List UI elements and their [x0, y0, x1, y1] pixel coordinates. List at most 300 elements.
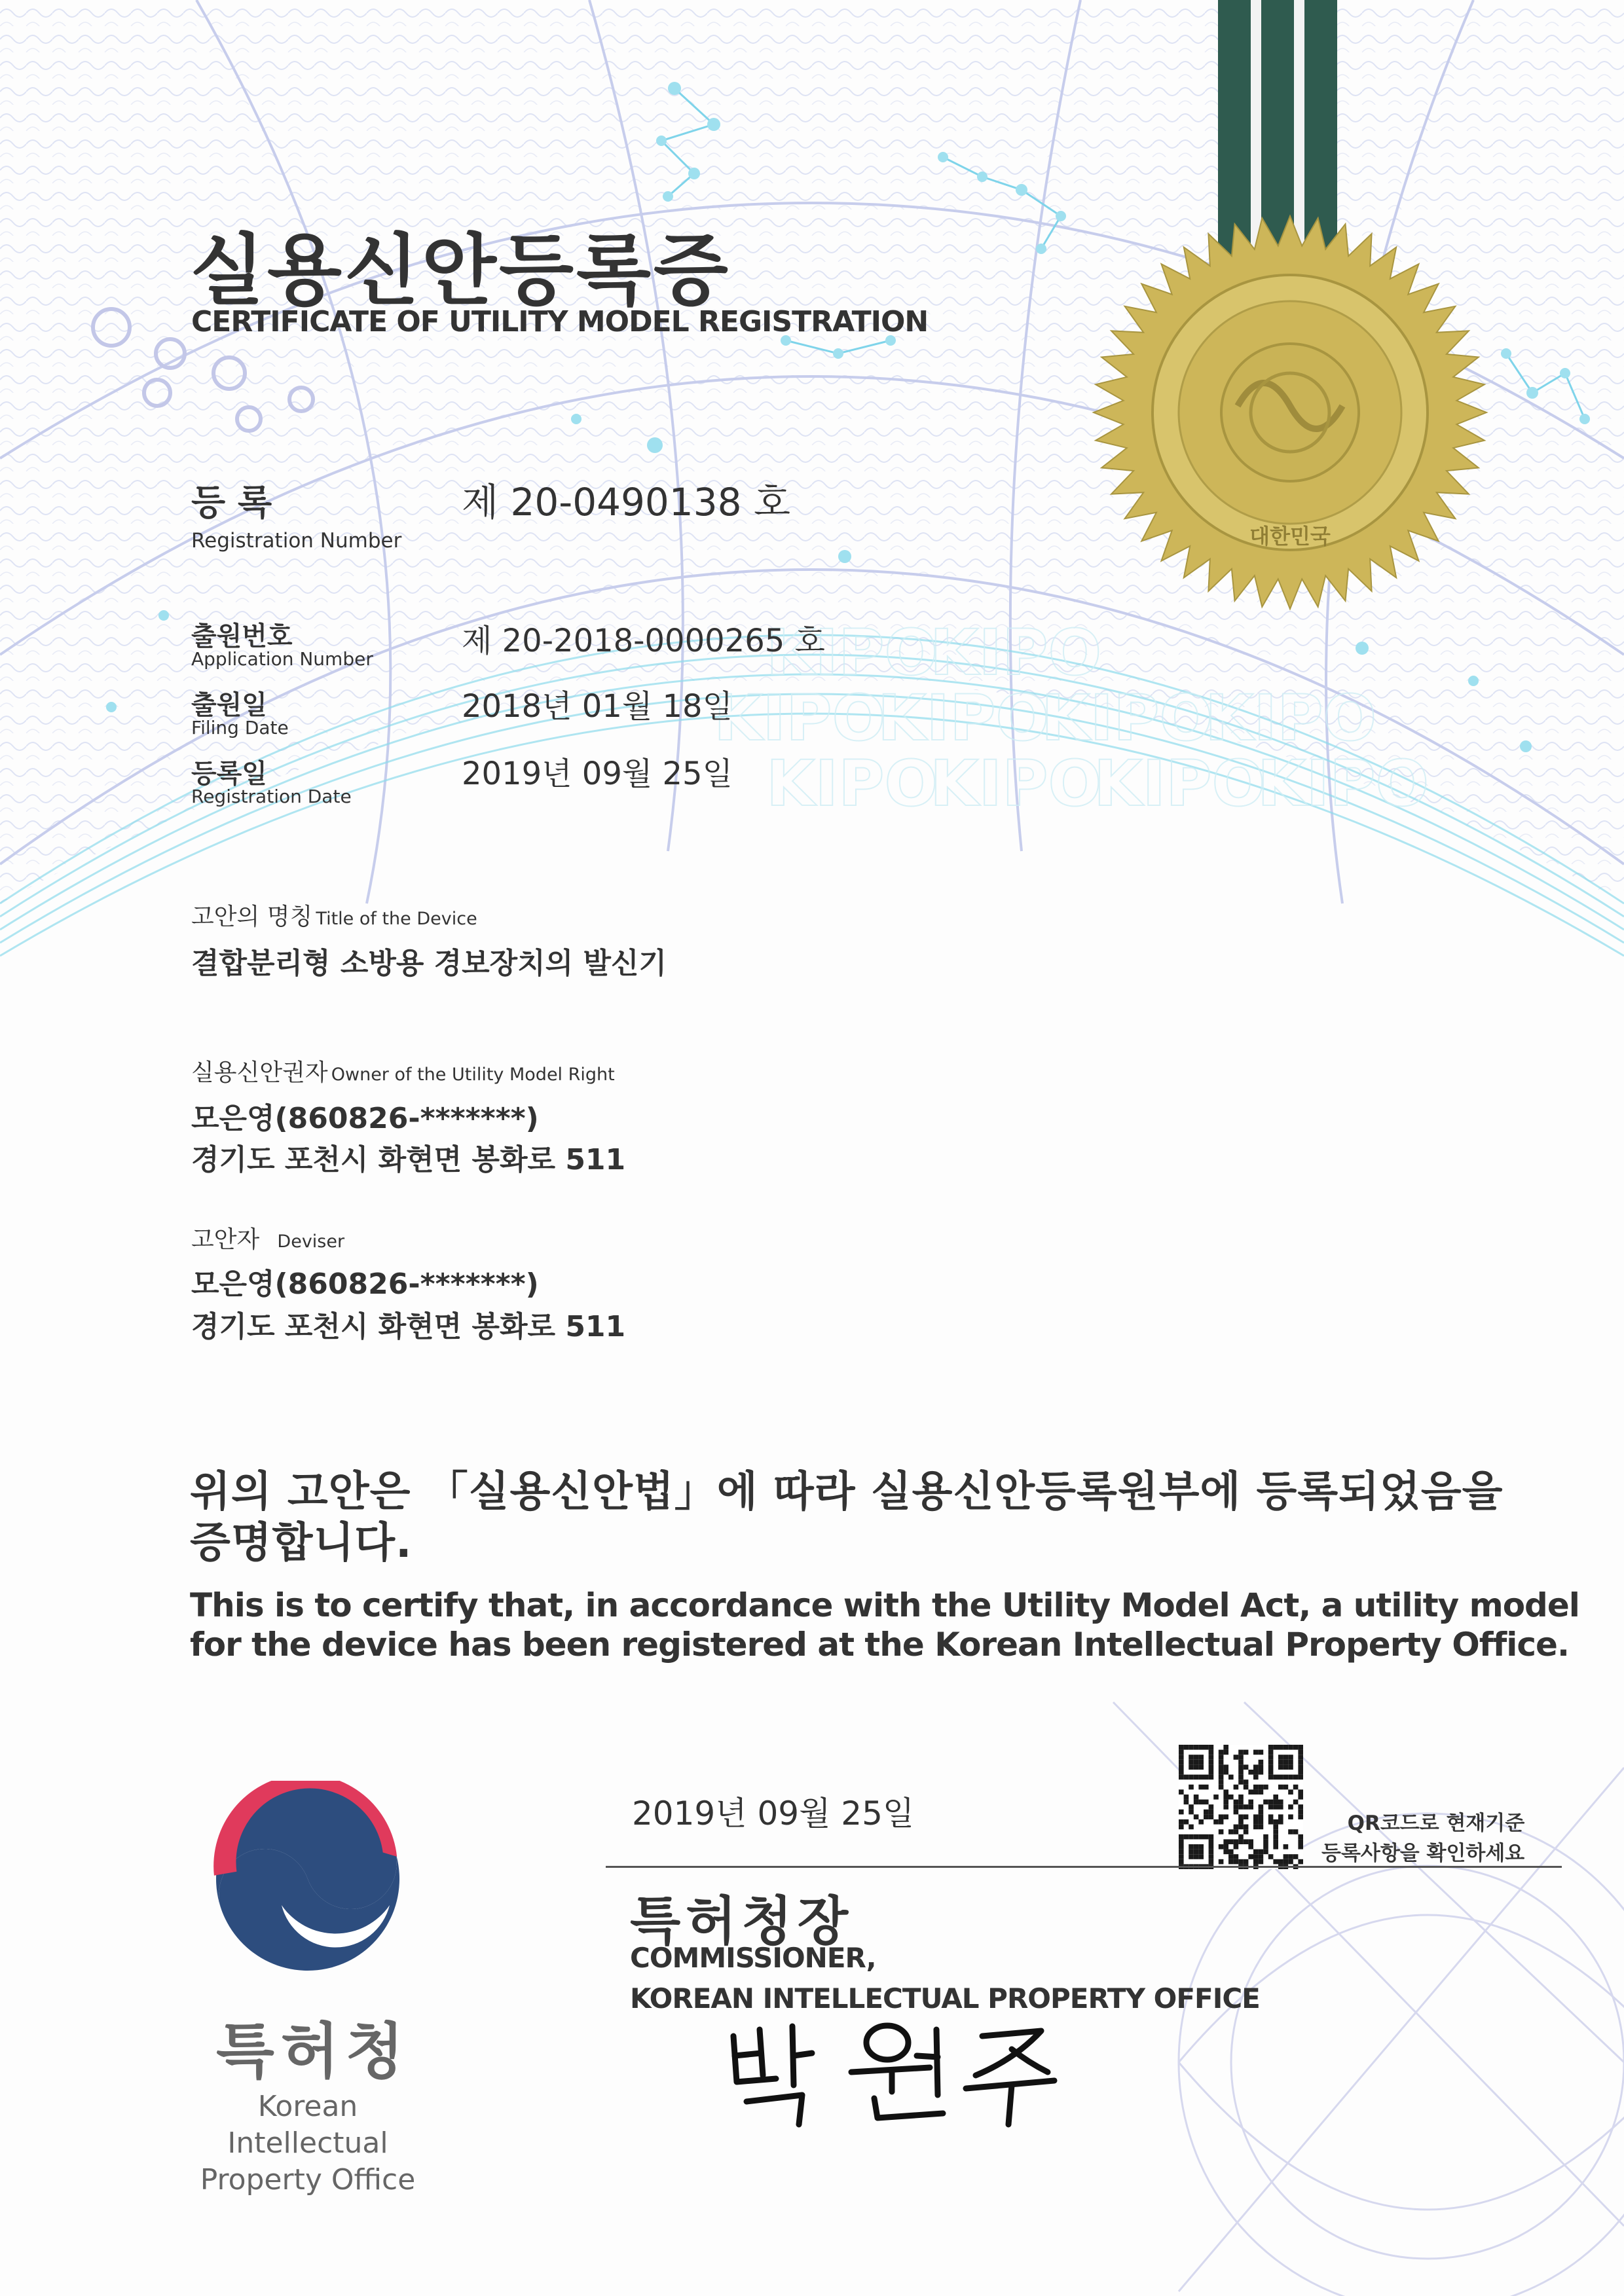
- qr-module: [1298, 1844, 1303, 1850]
- qr-module: [1293, 1800, 1299, 1805]
- qr-module: [1253, 1859, 1259, 1865]
- qr-module: [1244, 1814, 1249, 1819]
- qr-module: [1179, 1775, 1184, 1780]
- device-label: [191, 898, 477, 932]
- qr-module: [1278, 1755, 1283, 1760]
- qr-module: [1198, 1775, 1204, 1780]
- deviser-address: 경기도 포천시 화현면 봉화로 511: [191, 1310, 626, 1343]
- qr-module: [1179, 1854, 1184, 1859]
- qr-module: [1283, 1755, 1289, 1760]
- deviser-label: [191, 1221, 344, 1254]
- qr-module: [1263, 1834, 1268, 1840]
- qr-module: [1244, 1764, 1249, 1770]
- qr-module: [1179, 1825, 1184, 1830]
- qr-module: [1298, 1789, 1303, 1795]
- qr-module: [1238, 1755, 1244, 1760]
- qr-module: [1253, 1764, 1259, 1770]
- qr-module: [1273, 1834, 1278, 1840]
- qr-module: [1219, 1775, 1224, 1780]
- watermark-text: KIPO: [766, 747, 938, 820]
- qr-module: [1219, 1750, 1224, 1755]
- commissioner-en-line1: COMMISSIONER,: [630, 1942, 876, 1974]
- qr-module: [1223, 1839, 1228, 1844]
- qr-module: [1209, 1844, 1214, 1850]
- qr-module: [1198, 1850, 1204, 1855]
- qr-module: [1194, 1760, 1199, 1765]
- qr-module: [1194, 1764, 1199, 1770]
- qr-module: [1259, 1785, 1264, 1790]
- qr-module: [1234, 1859, 1239, 1865]
- filing-date-label-en: Filing Date: [191, 717, 289, 738]
- qr-module: [1209, 1814, 1214, 1819]
- qr-module: [1194, 1844, 1199, 1850]
- qr-module: [1259, 1804, 1264, 1810]
- qr-module: [1273, 1795, 1278, 1800]
- qr-module: [1259, 1825, 1264, 1830]
- kipo-taegeuk-logo-icon: [210, 1781, 406, 1977]
- qr-module: [1238, 1800, 1244, 1805]
- qr-module: [1298, 1810, 1303, 1815]
- qr-module: [1179, 1819, 1184, 1825]
- qr-module: [1293, 1829, 1299, 1834]
- qr-module: [1209, 1859, 1214, 1865]
- qr-module: [1288, 1760, 1293, 1765]
- qr-module: [1179, 1745, 1184, 1750]
- registration-number: 제 20-0490138 호: [462, 480, 790, 524]
- qr-module: [1288, 1859, 1293, 1865]
- qr-module: [1223, 1750, 1228, 1755]
- qr-module: [1184, 1834, 1189, 1840]
- qr-module: [1204, 1745, 1209, 1750]
- qr-module: [1184, 1745, 1189, 1750]
- qr-module: [1189, 1785, 1194, 1790]
- qr-module: [1298, 1814, 1303, 1819]
- qr-module: [1209, 1750, 1214, 1755]
- qr-module: [1198, 1844, 1204, 1850]
- qr-module: [1238, 1825, 1244, 1830]
- qr-module: [1278, 1804, 1283, 1810]
- qr-module: [1298, 1770, 1303, 1775]
- qr-module: [1223, 1844, 1228, 1850]
- qr-module: [1194, 1745, 1199, 1750]
- qr-module: [1244, 1839, 1249, 1844]
- watermark-text: KIPO: [1094, 747, 1266, 820]
- qr-module: [1189, 1850, 1194, 1855]
- qr-module: [1248, 1854, 1253, 1859]
- qr-module: [1198, 1785, 1204, 1790]
- qr-module: [1179, 1850, 1184, 1855]
- gold-seal-icon: [1087, 210, 1493, 615]
- qr-module: [1223, 1770, 1228, 1775]
- qr-module: [1194, 1755, 1199, 1760]
- qr-module: [1278, 1800, 1283, 1805]
- qr-module: [1198, 1854, 1204, 1859]
- qr-module: [1219, 1819, 1224, 1825]
- qr-module: [1273, 1800, 1278, 1805]
- qr-module: [1204, 1785, 1209, 1790]
- qr-module: [1179, 1750, 1184, 1755]
- qr-module: [1248, 1839, 1253, 1844]
- qr-note-line2: 등록사항을 확인하세요: [1321, 1842, 1525, 1865]
- qr-module: [1179, 1859, 1184, 1865]
- certification-en-line1: This is to certify that, in accordance with the Utility Model Act, a utility model: [190, 1586, 1579, 1624]
- certification-ko-line2: 증명합니다.: [190, 1519, 413, 1567]
- kipo-name-ko: 특허청: [216, 2016, 411, 2086]
- qr-module: [1268, 1755, 1274, 1760]
- certification-ko-line1: 위의 고안은 「실용신안법」에 따라 실용신안등록원부에 등록되었음을: [190, 1468, 1504, 1516]
- qr-module: [1298, 1804, 1303, 1810]
- qr-module: [1263, 1850, 1268, 1855]
- owner-name: 모은영(860826-*******): [191, 1102, 539, 1135]
- qr-module: [1273, 1775, 1278, 1780]
- registration-label-ko: 등 록: [191, 482, 272, 523]
- qr-module: [1253, 1854, 1259, 1859]
- qr-module: [1234, 1810, 1239, 1815]
- qr-module: [1179, 1810, 1184, 1815]
- qr-module: [1259, 1859, 1264, 1865]
- qr-module: [1228, 1854, 1234, 1859]
- qr-module: [1184, 1775, 1189, 1780]
- qr-module: [1189, 1834, 1194, 1840]
- qr-module: [1223, 1850, 1228, 1855]
- qr-module: [1189, 1804, 1194, 1810]
- qr-module: [1253, 1775, 1259, 1780]
- qr-module: [1293, 1854, 1299, 1859]
- qr-module: [1259, 1810, 1264, 1815]
- qr-module: [1248, 1844, 1253, 1850]
- qr-module: [1238, 1770, 1244, 1775]
- qr-module: [1189, 1810, 1194, 1815]
- qr-module: [1263, 1844, 1268, 1850]
- qr-module: [1209, 1850, 1214, 1855]
- qr-module: [1204, 1800, 1209, 1805]
- device-title: 결합분리형 소방용 경보장치의 발신기: [191, 947, 667, 980]
- watermark-text: KIPO: [1257, 747, 1430, 820]
- qr-note: [1321, 1808, 1524, 1868]
- qr-module: [1298, 1775, 1303, 1780]
- qr-module: [1189, 1854, 1194, 1859]
- qr-module: [1283, 1760, 1289, 1765]
- seal-inscription: 대한민국: [1249, 524, 1331, 549]
- qr-module: [1273, 1839, 1278, 1844]
- deviser-name: 모은영(860826-*******): [191, 1267, 539, 1301]
- qr-module: [1209, 1810, 1214, 1815]
- qr-module: [1219, 1770, 1224, 1775]
- qr-module: [1219, 1844, 1224, 1850]
- qr-module: [1209, 1770, 1214, 1775]
- qr-module: [1238, 1834, 1244, 1840]
- qr-module: [1238, 1779, 1244, 1785]
- qr-module: [1184, 1795, 1189, 1800]
- qr-module: [1259, 1819, 1264, 1825]
- qr-module: [1209, 1775, 1214, 1780]
- qr-code-icon[interactable]: [1179, 1745, 1303, 1869]
- qr-module: [1223, 1795, 1228, 1800]
- qr-module: [1273, 1745, 1278, 1750]
- qr-module: [1273, 1859, 1278, 1865]
- qr-module: [1198, 1760, 1204, 1765]
- qr-module: [1204, 1814, 1209, 1819]
- qr-module: [1298, 1859, 1303, 1865]
- qr-module: [1179, 1764, 1184, 1770]
- qr-module: [1204, 1775, 1209, 1780]
- qr-module: [1179, 1844, 1184, 1850]
- qr-module: [1189, 1755, 1194, 1760]
- qr-module: [1278, 1764, 1283, 1770]
- qr-module: [1228, 1839, 1234, 1844]
- qr-module: [1268, 1760, 1274, 1765]
- watermark-text: KIPO: [930, 616, 1102, 689]
- qr-module: [1184, 1819, 1189, 1825]
- qr-module: [1263, 1800, 1268, 1805]
- qr-module: [1179, 1755, 1184, 1760]
- qr-module: [1238, 1839, 1244, 1844]
- qr-module: [1288, 1745, 1293, 1750]
- qr-module: [1298, 1760, 1303, 1765]
- qr-module: [1298, 1764, 1303, 1770]
- qr-module: [1293, 1745, 1299, 1750]
- qr-module: [1288, 1755, 1293, 1760]
- qr-module: [1228, 1795, 1234, 1800]
- application-number: 제 20-2018-0000265 호: [462, 623, 825, 659]
- qr-module: [1268, 1800, 1274, 1805]
- qr-module: [1238, 1819, 1244, 1825]
- qr-module: [1278, 1859, 1283, 1865]
- certification-en-line2: for the device has been registered at the Korean Intellectual Property Office.: [190, 1626, 1569, 1664]
- qr-module: [1298, 1795, 1303, 1800]
- qr-module: [1278, 1814, 1283, 1819]
- qr-module: [1228, 1829, 1234, 1834]
- qr-module: [1223, 1745, 1228, 1750]
- qr-module: [1283, 1854, 1289, 1859]
- qr-module: [1288, 1854, 1293, 1859]
- qr-module: [1179, 1760, 1184, 1765]
- qr-module: [1298, 1755, 1303, 1760]
- commissioner-title-ko: 특허청장: [630, 1891, 854, 1952]
- certificate-title-ko: 실용신안등록증: [190, 225, 731, 316]
- qr-module: [1273, 1844, 1278, 1850]
- qr-module: [1268, 1764, 1274, 1770]
- watermark-text: KIPO: [766, 616, 938, 689]
- qr-module: [1198, 1745, 1204, 1750]
- qr-module: [1238, 1795, 1244, 1800]
- qr-module: [1234, 1844, 1239, 1850]
- qr-module: [1228, 1850, 1234, 1855]
- watermark-text: KIPO: [877, 682, 1050, 755]
- qr-module: [1219, 1779, 1224, 1785]
- qr-module: [1209, 1854, 1214, 1859]
- qr-module: [1244, 1750, 1249, 1755]
- qr-module: [1248, 1804, 1253, 1810]
- qr-module: [1189, 1764, 1194, 1770]
- qr-module: [1268, 1814, 1274, 1819]
- qr-module: [1189, 1745, 1194, 1750]
- qr-module: [1253, 1819, 1259, 1825]
- qr-module: [1283, 1745, 1289, 1750]
- qr-module: [1234, 1785, 1239, 1790]
- qr-module: [1179, 1770, 1184, 1775]
- qr-module: [1253, 1770, 1259, 1775]
- watermark-text: KIPO: [1041, 682, 1213, 755]
- qr-module: [1238, 1814, 1244, 1819]
- qr-note-line1: QR코드로 현재기준: [1347, 1812, 1525, 1835]
- qr-module: [1244, 1859, 1249, 1865]
- qr-module: [1209, 1834, 1214, 1840]
- qr-module: [1179, 1789, 1184, 1795]
- qr-module: [1259, 1770, 1264, 1775]
- qr-module: [1298, 1745, 1303, 1750]
- qr-module: [1189, 1844, 1194, 1850]
- qr-module: [1223, 1764, 1228, 1770]
- issue-date: 2019년 09월 25일: [632, 1795, 915, 1832]
- qr-module: [1273, 1825, 1278, 1830]
- owner-address: 경기도 포천시 화현면 봉화로 511: [191, 1143, 626, 1176]
- kipo-name-en: Korean Intellectual Property Office: [200, 2090, 416, 2196]
- commissioner-title-en: [630, 1938, 1260, 2019]
- qr-module: [1268, 1745, 1274, 1750]
- qr-module: [1288, 1814, 1293, 1819]
- qr-module: [1179, 1834, 1184, 1840]
- qr-module: [1288, 1789, 1293, 1795]
- qr-module: [1194, 1795, 1199, 1800]
- deviser-label-en: Deviser: [277, 1231, 345, 1252]
- qr-module: [1278, 1785, 1283, 1790]
- qr-module: [1273, 1804, 1278, 1810]
- watermark-text: KIPO: [714, 682, 886, 755]
- qr-module: [1219, 1814, 1224, 1819]
- qr-module: [1298, 1839, 1303, 1844]
- certification-statement-en: [190, 1586, 1579, 1664]
- qr-module: [1259, 1850, 1264, 1855]
- qr-module: [1219, 1785, 1224, 1790]
- qr-module: [1219, 1829, 1224, 1834]
- qr-module: [1204, 1810, 1209, 1815]
- qr-module: [1268, 1775, 1274, 1780]
- qr-module: [1209, 1764, 1214, 1770]
- commissioner-en-line2: KOREAN INTELLECTUAL PROPERTY OFFICE: [630, 1982, 1260, 2014]
- qr-module: [1189, 1760, 1194, 1765]
- qr-module: [1253, 1750, 1259, 1755]
- qr-module: [1293, 1775, 1299, 1780]
- registration-date-label-ko: 등록일: [191, 759, 267, 789]
- qr-module: [1273, 1819, 1278, 1825]
- qr-module: [1198, 1834, 1204, 1840]
- qr-module: [1179, 1839, 1184, 1844]
- qr-module: [1288, 1775, 1293, 1780]
- qr-module: [1298, 1750, 1303, 1755]
- qr-module: [1268, 1819, 1274, 1825]
- qr-module: [1288, 1804, 1293, 1810]
- qr-module: [1234, 1804, 1239, 1810]
- qr-module: [1234, 1829, 1239, 1834]
- qr-module: [1234, 1839, 1239, 1844]
- registration-date-label-en: Registration Date: [191, 786, 352, 807]
- watermark-text: KIPO: [1205, 682, 1377, 755]
- qr-module: [1223, 1789, 1228, 1795]
- qr-module: [1253, 1825, 1259, 1830]
- qr-module: [1194, 1814, 1199, 1819]
- qr-module: [1253, 1785, 1259, 1790]
- qr-module: [1238, 1764, 1244, 1770]
- qr-module: [1189, 1775, 1194, 1780]
- qr-module: [1198, 1819, 1204, 1825]
- qr-module: [1213, 1795, 1219, 1800]
- qr-module: [1283, 1859, 1289, 1865]
- qr-module: [1234, 1825, 1239, 1830]
- qr-module: [1234, 1755, 1239, 1760]
- qr-module: [1194, 1850, 1199, 1855]
- qr-module: [1273, 1829, 1278, 1834]
- device-label-ko: 고안의 명칭: [191, 903, 313, 930]
- commissioner-signature: [720, 2010, 1061, 2128]
- qr-module: [1259, 1750, 1264, 1755]
- qr-module: [1288, 1764, 1293, 1770]
- qr-module: [1219, 1755, 1224, 1760]
- qr-module: [1259, 1814, 1264, 1819]
- qr-module: [1263, 1785, 1268, 1790]
- qr-module: [1244, 1785, 1249, 1790]
- qr-module: [1219, 1859, 1224, 1865]
- qr-module: [1238, 1775, 1244, 1780]
- qr-module: [1268, 1770, 1274, 1775]
- qr-module: [1209, 1745, 1214, 1750]
- owner-label-en: Owner of the Utility Model Right: [331, 1065, 615, 1085]
- qr-module: [1194, 1854, 1199, 1859]
- qr-module: [1238, 1859, 1244, 1865]
- qr-module: [1244, 1804, 1249, 1810]
- qr-module: [1198, 1764, 1204, 1770]
- qr-module: [1253, 1789, 1259, 1795]
- qr-module: [1198, 1755, 1204, 1760]
- watermark-text: KIPO: [930, 747, 1102, 820]
- qr-module: [1268, 1804, 1274, 1810]
- signature-text: 박 원 주: [889, 2121, 892, 2122]
- qr-module: [1209, 1804, 1214, 1810]
- qr-module: [1278, 1745, 1283, 1750]
- qr-module: [1248, 1770, 1253, 1775]
- qr-module: [1194, 1800, 1199, 1805]
- qr-module: [1228, 1775, 1234, 1780]
- qr-module: [1253, 1850, 1259, 1855]
- certification-statement-ko: [190, 1467, 1503, 1569]
- qr-module: [1223, 1800, 1228, 1805]
- qr-module: [1198, 1800, 1204, 1805]
- certificate-title-en: CERTIFICATE OF UTILITY MODEL REGISTRATION: [191, 305, 929, 338]
- owner-label: [191, 1054, 615, 1087]
- qr-module: [1234, 1800, 1239, 1805]
- qr-module: [1278, 1760, 1283, 1765]
- qr-module: [1288, 1829, 1293, 1834]
- qr-module: [1283, 1785, 1289, 1790]
- qr-module: [1244, 1829, 1249, 1834]
- qr-module: [1248, 1789, 1253, 1795]
- qr-module: [1219, 1764, 1224, 1770]
- qr-module: [1283, 1764, 1289, 1770]
- registration-label-en: Registration Number: [191, 529, 402, 553]
- qr-module: [1259, 1854, 1264, 1859]
- qr-module: [1209, 1760, 1214, 1765]
- qr-module: [1209, 1755, 1214, 1760]
- qr-module: [1234, 1854, 1239, 1859]
- qr-module: [1194, 1834, 1199, 1840]
- qr-module: [1259, 1789, 1264, 1795]
- qr-module: [1223, 1804, 1228, 1810]
- application-label-en: Application Number: [191, 648, 373, 670]
- qr-module: [1204, 1834, 1209, 1840]
- qr-module: [1244, 1825, 1249, 1830]
- qr-module: [1213, 1819, 1219, 1825]
- registration-date: 2019년 09월 25일: [462, 756, 733, 792]
